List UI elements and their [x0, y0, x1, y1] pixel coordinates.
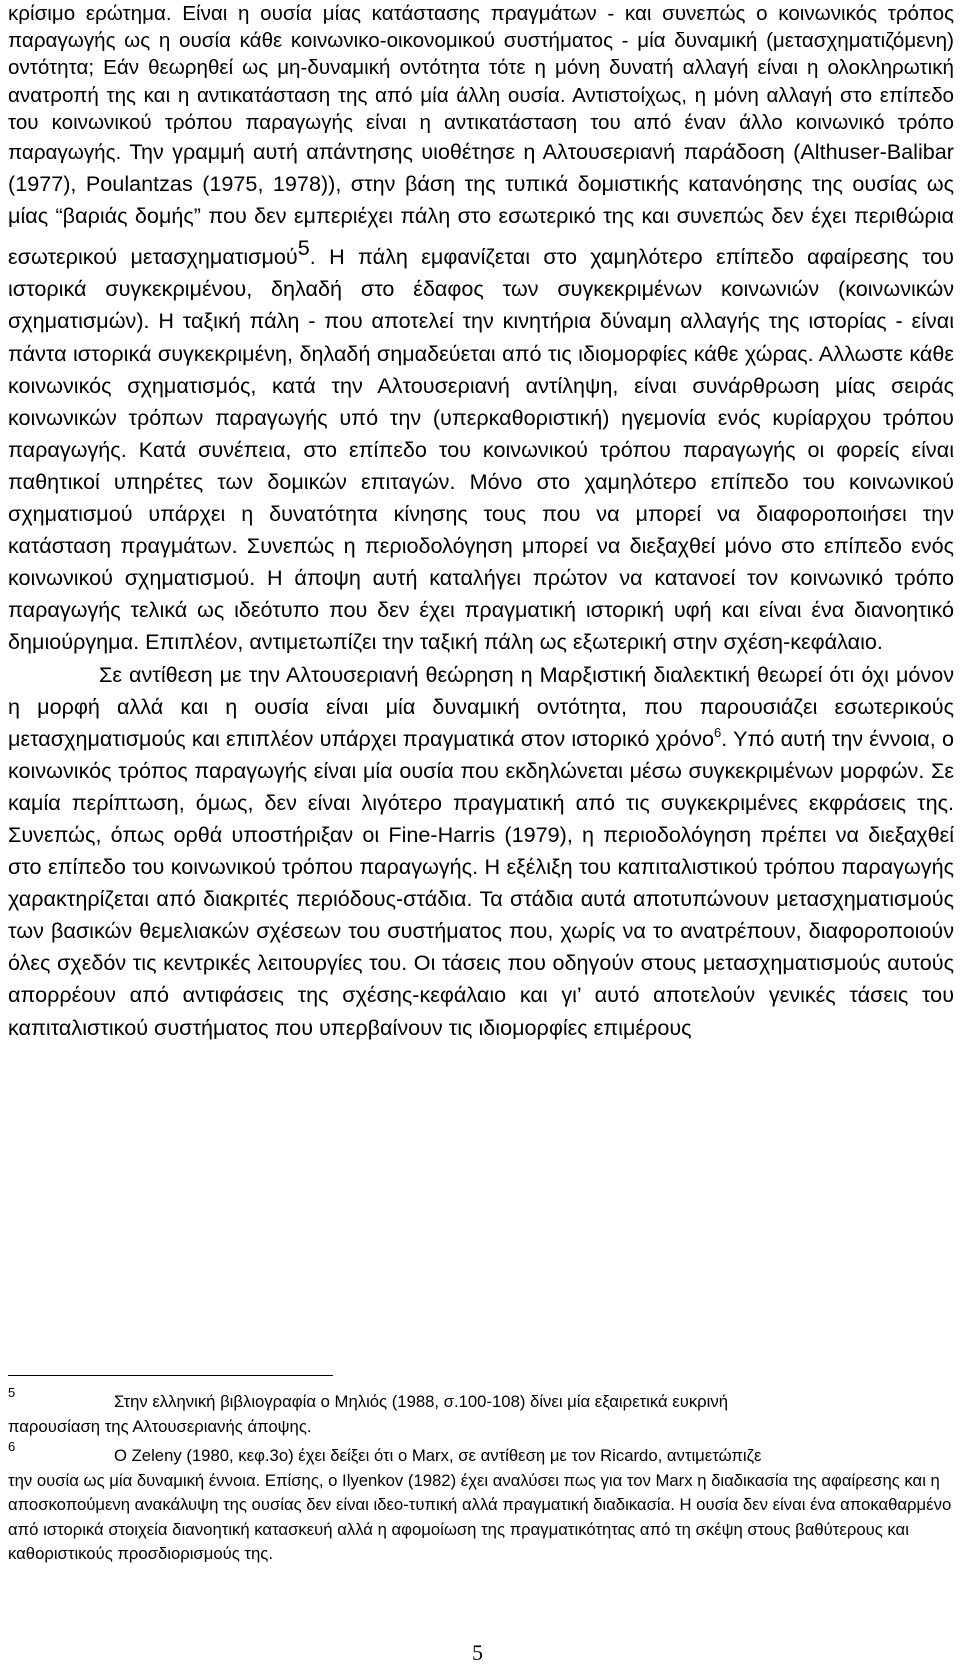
footnote-separator — [8, 1375, 333, 1376]
footnote-6-number: 6 — [8, 1439, 16, 1454]
footnote-5-rest: παρουσίαση της Αλτουσεριανής άποψης. — [8, 1416, 312, 1436]
footnote-6 — [8, 1439, 954, 1567]
footnote-5-first-line: Στην ελληνική βιβλιογραφία ο Μηλιός (1988, σ.100-108) δίνει μία εξαιρετικά ευκρινή — [114, 1392, 728, 1411]
footnote-6-first-line: Ο Zeleny (1980, κεφ.3ο) έχει δείξει ότι ο Marx, σε αντίθεση με τον Ricardo, αντιμετώπιζε — [114, 1446, 762, 1465]
footnote-ref-6[interactable]: 6 — [714, 724, 722, 740]
paragraph-1 — [8, 0, 954, 659]
paragraph-2 — [8, 659, 954, 1044]
paragraph-1-intro: κρίσιμο ερώτημα. Είναι η ουσία μίας κατάστασης πραγμάτων - και συνεπώς ο κοινωνικός τρόπος παραγωγής ως η ουσία κάθε κοινωνικο-οικονομικού συστήματος - μία δυναμική (μετασχηματιζόμενη) οντότητα; Εάν θεωρηθεί ως μη-δυναμική οντότητα τότε η μόνη δυνατή αλλαγή είναι η ολοκληρωτική ανατροπή της και η αντικατάσταση της από μία άλλη ουσία. Αντιστοίχως, η μόνη αλλαγή στο επίπεδο του κοινωνικού τρόπου παραγωγής είναι η αντικατάσταση του από έναν άλλο κοινωνικό τρόπο παραγωγής. — [8, 2, 954, 165]
page-number: 5 — [472, 1640, 483, 1665]
footnote-ref-5[interactable]: 5 — [297, 235, 310, 261]
paragraph-2-intro: Σε αντίθεση με την Αλτουσεριανή θεώρηση η Μαρξιστική διαλεκτική θεωρεί ότι όχι μόνον η μορφή αλλά και η ουσία είναι μία δυναμική οντότητα, που παρουσιάζει εσωτερικούς μετασχηματισμούς και επιπλέον υπάρχει πραγματικά στον ιστορικό χρόνο — [8, 661, 954, 751]
main-body-text — [8, 0, 954, 1044]
paragraph-1-continuation: . Η πάλη εμφανίζεται στο χαμηλότερο επίπεδο αφαίρεσης του ιστορικά συγκεκριμένου, δηλαδή στο έδαφος των συγκεκριμένων κοινωνιών (κοινωνικών σχηματισμών). Η ταξική πάλη - που αποτελεί την κινητήρια δύναμη αλλαγής της ιστορίας - είναι πάντα ιστορικά συγκεκριμένη, δηλαδή σημαδεύεται από τις ιδιομορφίες κάθε χώρας. Αλλωστε κάθε κοινωνικός σχηματισμός, κατά την Αλτουσεριανή αντίληψη, είναι συνάρθρωση μίας σειράς κοινωνικών τρόπων παραγωγής υπό την (υπερκαθοριστική) ηγεμονία ενός κυρίαρχου τρόπου παραγωγής. Κατά συνέπεια, στο επίπεδο του κοινωνικού τρόπου παραγωγής οι φορείς είναι παθητικοί υπηρέτες των δομικών επιταγών. Μόνο στο χαμηλότερο επίπεδο του κοινωνικού σχηματισμού υπάρχει η δυνατότητα κίνησης τους που να μπορεί να διαφοροποιήσει την κατάσταση πραγμάτων. Συνεπώς η περιοδολόγηση μπορεί να διεξαχθεί μόνο στο επίπεδο ενός κοινωνικού σχηματισμού. Η άποψη αυτή καταλήγει πρώτον να κατανοεί τον κοινωνικό τρόπο παραγωγής τελικά ως ιδεότυπο που δεν έχει πραγματική ιστορική υφή και είναι ένα διανοητικό δημιούργημα. Επιπλέον, αντιμετωπίζει την ταξική πάλη ως εξωτερική στην σχέση-κεφάλαιο. — [8, 244, 954, 655]
footnote-6-rest: την ουσία ως μία δυναμική έννοια. Επίσης, ο Ilyenkov (1982) έχει αναλύσει πως για τον Marx η διαδικασία της αφαίρεσης και η αποσκοπούμενη ανακάλυψη της ουσίας δεν είναι ιδεο-τυπική αλλά πραγματική διαδικασία. Η ουσία δεν είναι ένα αποκαθαρμένο από ιστορικά στοιχεία διανοητική κατασκευή αλλά η αφομοίωση της πραγματικότητας από τη σκέψη στους βαθύτερους και καθοριστικούς προσδιορισμούς της. — [8, 1470, 952, 1563]
paragraph-1-althusser: Την γραμμή αυτή απάντησης υιοθέτησε η Αλτουσεριανή παράδοση (Althuser-Balibar (1977), Poulantzas (1975, 1978)), στην βάση της τυπικά δομιστικής κατανόησης της ουσίας ως μίας “βαριάς δομής” που δεν εμπεριέχει πάλη στο εσωτερικό της και συνεπώς δεν έχει περιθώρια εσωτερικού μετασχηματισμού — [8, 139, 954, 270]
paragraph-2-continuation: . Υπό αυτή την έννοια, ο κοινωνικός τρόπος παραγωγής είναι μία ουσία που εκδηλώνεται μέσω συγκεκριμένων μορφών. Σε καμία περίπτωση, όμως, δεν είναι λιγότερο πραγματική από τις συγκεκριμένες εκφράσεις της. Συνεπώς, όπως ορθά υποστήριξαν οι Fine-Harris (1979), η περιοδολόγηση πρέπει να διεξαχθεί στο επίπεδο του κοινωνικού τρόπου παραγωγής. Η εξέλιξη του καπιταλιστικού τρόπου παραγωγής χαρακτηρίζεται από διακριτές περιόδους-στάδια. Τα στάδια αυτά αποτυπώνουν μετασχηματισμούς των βασικών θεμελιακών σχέσεων του συστήματος που, χωρίς να το ανατρέπουν, διαφοροποιούν όλες σχεδόν τις κεντρικές λειτουργίες του. Οι τάσεις που οδηγούν στους μετασχηματισμούς αυτούς απορρέουν από αντιφάσεις της σχέσης-κεφάλαιο και γι’ αυτό αποτελούν γενικές τάσεις του καπιταλιστικού συστήματος που υπερβαίνουν τις ιδιομορφίες επιμέρους — [8, 725, 955, 1040]
footnote-5-number: 5 — [8, 1385, 16, 1400]
footnote-5 — [8, 1385, 954, 1439]
